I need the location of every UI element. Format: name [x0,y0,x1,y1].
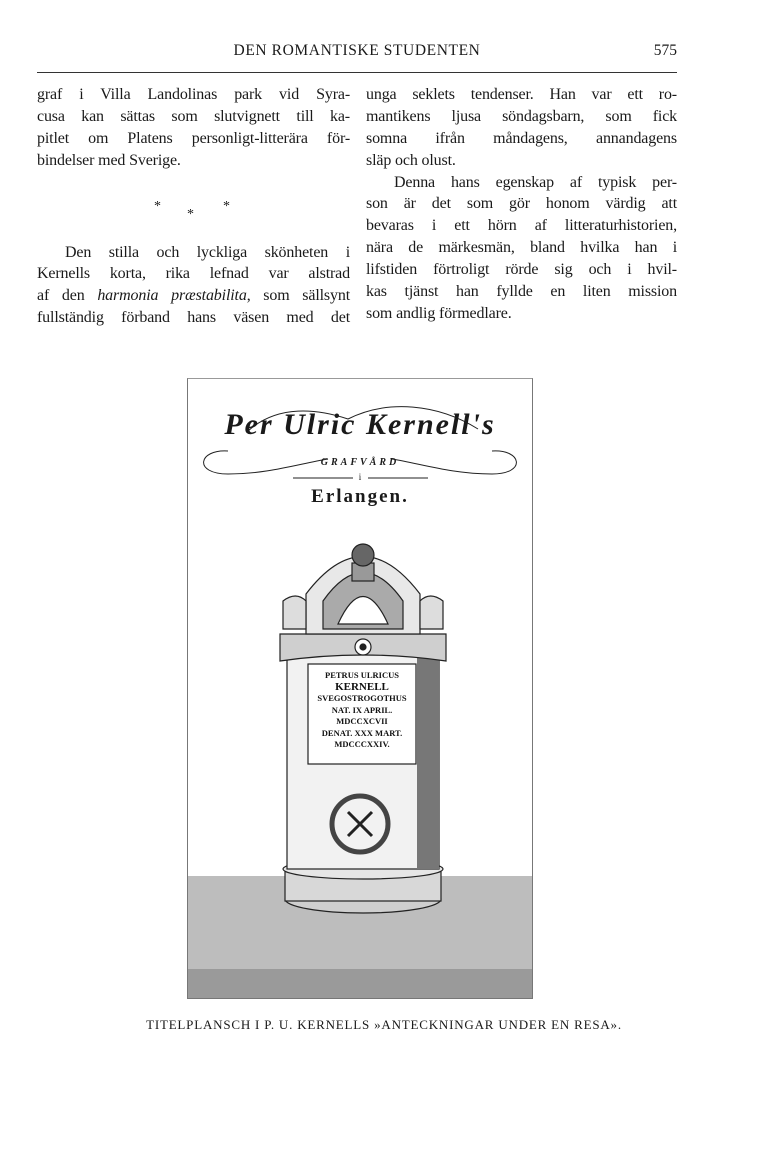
plate-place: Erlangen. [311,486,409,507]
inscription-line: KERNELL [335,680,389,693]
asterisk: * [223,198,230,214]
text-line: nära de märkesmän, bland hvilka han i [366,239,677,257]
text-line: lifstiden förtroligt rörde sig och i hvil- [366,261,677,279]
text-line: bindelser med Sverige. [37,151,181,169]
text-line: Kernells korta, rika lefnad var alstrad [37,265,350,283]
text-line: Den stilla och lyckliga skönheten i [65,243,350,261]
running-title: DEN ROMANTISKE STUDENTEN [233,42,481,59]
inscription-line: SVEGOSTROGOTHUS [317,693,407,703]
text-line: Denna hans egenskap af typisk per- [394,173,677,191]
figure-caption: TITELPLANSCH I P. U. KERNELLS »ANTECKNINGAR UNDER EN RESA». [146,1017,622,1032]
title-plate-illustration [187,378,533,999]
inscription-text [310,670,414,751]
text-line: kas tjänst han fyllde en liten mission [366,283,677,301]
text-line: cusa kan sättas som slutvignett till ka- [37,107,350,125]
inscription-line: DENAT. XXX MART. [321,727,403,738]
inscription-line: PETRUS ULRICUS [325,670,399,680]
text-line: son är det som gör honom värdig att [366,195,677,213]
right-column [366,84,677,325]
asterisk: * [187,206,194,222]
inscription-line: MDCCCXXIV. [334,739,390,749]
left-column [37,84,350,329]
text-segment: , som sällsynt [246,287,350,305]
text-line: fullständig förband hans väsen med det [37,309,350,327]
latin-phrase: harmonia præstabilita [97,287,247,305]
section-separator [37,172,350,242]
plate-title: Per Ulric Kernell's [224,408,496,441]
inscription-line: MDCCXCVII [336,716,388,726]
text-line: graf i Villa Landolinas park vid Syra- [37,86,350,103]
text-segment: af den [37,287,98,305]
text-line: unga seklets tendenser. Han var ett ro- [366,86,677,103]
asterisk: * [154,198,161,214]
plate-subtitle: GRAFVÅRD [320,457,400,468]
text-line: pitlet om Platens personligt-litterära för- [37,129,350,147]
text-line: släp och olust. [366,151,456,169]
text-line: bevaras i ett hörn af litteraturhistorien, [366,217,677,235]
page-number: 575 [653,42,677,59]
inscription-line: NAT. IX APRIL. [331,704,393,715]
text-line [37,285,350,307]
plate-connector: i [358,472,362,482]
text-line: somna ifrån måndagens, annandagens [366,129,677,147]
text-line: mantikens ljusa söndagsbarn, som fick [366,107,677,125]
running-header [37,40,677,73]
text-line: som andlig förmedlare. [366,304,512,322]
